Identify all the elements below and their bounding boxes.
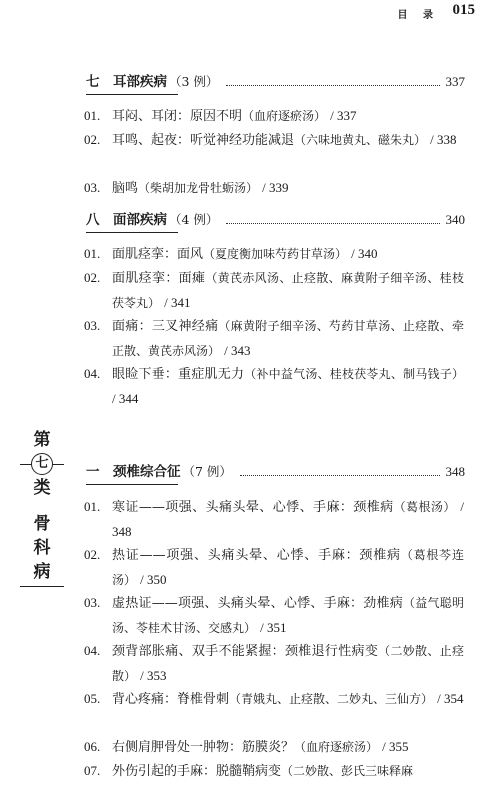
leader-dots bbox=[240, 475, 440, 476]
entry-number: 02. bbox=[84, 132, 101, 147]
entry-number: 05. bbox=[84, 691, 101, 706]
section-title: 七 耳部疾病 bbox=[86, 74, 167, 90]
toc-entry[interactable] bbox=[84, 759, 464, 784]
toc-entry[interactable] bbox=[84, 735, 464, 760]
entry-title: 面肌痉挛：面瘫 bbox=[112, 271, 206, 286]
entry-prescription: （葛根芩连汤） bbox=[112, 548, 464, 587]
section-heading-cervical[interactable] bbox=[86, 462, 465, 480]
side-subject-char: 骨 bbox=[33, 514, 51, 534]
entry-title: 右侧肩胛骨处一肿物：筋膜炎？ bbox=[112, 740, 295, 755]
running-header-label: 目 录 bbox=[397, 10, 439, 21]
entry-number: 04. bbox=[84, 366, 101, 381]
section-heading-ear[interactable] bbox=[86, 72, 465, 90]
entry-number: 03. bbox=[84, 318, 101, 333]
section-count: （4 例） bbox=[169, 212, 219, 227]
entry-prescription: （六味地黄丸、磁朱丸） bbox=[294, 133, 427, 147]
entry-number: 01. bbox=[84, 499, 101, 514]
entry-number: 01. bbox=[84, 108, 101, 123]
entry-page: / 355 bbox=[382, 739, 409, 754]
entry-prescription: （麻黄附子细辛汤、芍药甘草汤、止痉散、牵正散、黄芪赤风汤） bbox=[112, 319, 464, 358]
entry-page: / 339 bbox=[262, 180, 289, 195]
section-underline bbox=[86, 94, 178, 95]
section-underline bbox=[86, 232, 178, 233]
section-page: 340 bbox=[445, 212, 465, 227]
entry-page: / 343 bbox=[224, 343, 251, 358]
entry-title: 虚热证——项强、头痛头晕、心悸、手麻：劲椎病 bbox=[112, 596, 404, 611]
entry-title: 颈背部胀痛、双手不能紧握：颈椎退行性病变 bbox=[112, 644, 379, 659]
entry-number: 07. bbox=[84, 763, 101, 778]
entry-title: 眼睑下垂：重症肌无力 bbox=[112, 367, 245, 382]
section-underline bbox=[86, 484, 178, 485]
entry-prescription: （二妙散、止痉散） bbox=[112, 644, 464, 683]
leader-dots bbox=[226, 85, 439, 86]
entry-title: 背心疼痛：脊椎骨刺 bbox=[112, 692, 230, 707]
side-subject-char: 科 bbox=[33, 538, 51, 558]
entry-prescription: （葛根汤） bbox=[393, 500, 456, 514]
entry-prescription: （二妙散、彭氏三味释麻 bbox=[281, 764, 414, 778]
entry-page: / 354 bbox=[437, 691, 464, 706]
entry-title: 外伤引起的手麻：脱髓鞘病变 bbox=[112, 764, 282, 779]
category-number-circle: 七 bbox=[31, 453, 53, 475]
entry-number: 03. bbox=[84, 180, 101, 195]
entry-page: / 351 bbox=[260, 620, 287, 635]
toc-entry[interactable] bbox=[84, 591, 464, 641]
entry-number: 02. bbox=[84, 547, 101, 562]
toc-entry[interactable] bbox=[84, 128, 464, 153]
entry-prescription: （夏度衡加味芍药甘草汤） bbox=[203, 247, 348, 261]
section-page: 337 bbox=[445, 74, 465, 89]
entry-title: 面肌痉挛：面风 bbox=[112, 247, 204, 262]
section-count: （3 例） bbox=[169, 74, 219, 89]
toc-entry[interactable] bbox=[84, 266, 464, 316]
entry-number: 06. bbox=[84, 739, 101, 754]
category-side-tab bbox=[20, 428, 64, 587]
toc-entry[interactable] bbox=[84, 242, 464, 267]
entry-prescription: （黄芪赤风汤、止痉散、麻黄附子细辛汤、桂枝茯苓丸） bbox=[112, 271, 464, 310]
entry-title: 寒证——项强、头痛头晕、心悸、手麻：颈椎病 bbox=[112, 500, 394, 515]
side-subject-char: 病 bbox=[33, 562, 51, 582]
entry-page: / 348 bbox=[112, 499, 464, 539]
entry-number: 01. bbox=[84, 246, 101, 261]
leader-dots bbox=[226, 223, 439, 224]
entry-number: 04. bbox=[84, 643, 101, 658]
entry-prescription: （益气聪明汤、苓桂术甘汤、交感丸） bbox=[112, 596, 464, 635]
toc-entry[interactable] bbox=[84, 495, 464, 545]
entry-page: / 338 bbox=[430, 132, 457, 147]
toc-entry[interactable] bbox=[84, 314, 464, 364]
entry-title: 脑鸣 bbox=[112, 181, 139, 196]
side-part-label: 第 bbox=[33, 430, 51, 450]
entry-page: / 337 bbox=[330, 108, 357, 123]
entry-prescription: （青娥丸、止痉散、二妙丸、三仙方） bbox=[229, 692, 434, 706]
entry-page: / 341 bbox=[164, 295, 191, 310]
entry-title: 耳闷、耳闭：原因不明 bbox=[112, 109, 243, 124]
entry-title: 耳鸣、起夜：听觉神经功能减退 bbox=[112, 133, 295, 148]
entry-prescription: （血府逐瘀汤） bbox=[242, 109, 327, 123]
entry-prescription: （补中益气汤、桂枝茯苓丸、制马钱子） bbox=[244, 367, 464, 381]
entry-number: 02. bbox=[84, 270, 101, 285]
toc-entry[interactable] bbox=[84, 176, 464, 201]
entry-prescription: （血府逐瘀汤） bbox=[294, 740, 379, 754]
entry-page: / 350 bbox=[140, 572, 167, 587]
toc-entry[interactable] bbox=[84, 362, 464, 412]
entry-page: / 344 bbox=[112, 391, 139, 406]
entry-number: 03. bbox=[84, 595, 101, 610]
entry-title: 热证——项强、头痛头晕、心悸、手麻：颈椎病 bbox=[112, 548, 401, 563]
section-heading-face[interactable] bbox=[86, 210, 465, 228]
toc-entry[interactable] bbox=[84, 543, 464, 593]
toc-entry[interactable] bbox=[84, 104, 464, 129]
section-count: （7 例） bbox=[182, 464, 232, 479]
section-title: 八 面部疾病 bbox=[86, 212, 167, 228]
toc-entry[interactable] bbox=[84, 639, 464, 689]
section-title: 一 颈椎综合征 bbox=[86, 464, 181, 480]
section-page: 348 bbox=[445, 464, 465, 479]
page-number: 015 bbox=[452, 2, 475, 18]
entry-prescription: （柴胡加龙骨牡蛎汤） bbox=[138, 181, 259, 195]
entry-page: / 353 bbox=[140, 668, 167, 683]
side-unit-label: 类 bbox=[33, 478, 51, 498]
entry-page: / 340 bbox=[351, 246, 378, 261]
side-underline bbox=[20, 586, 64, 587]
toc-entry[interactable] bbox=[84, 687, 464, 712]
entry-title: 面痛：三叉神经痛 bbox=[112, 319, 219, 334]
